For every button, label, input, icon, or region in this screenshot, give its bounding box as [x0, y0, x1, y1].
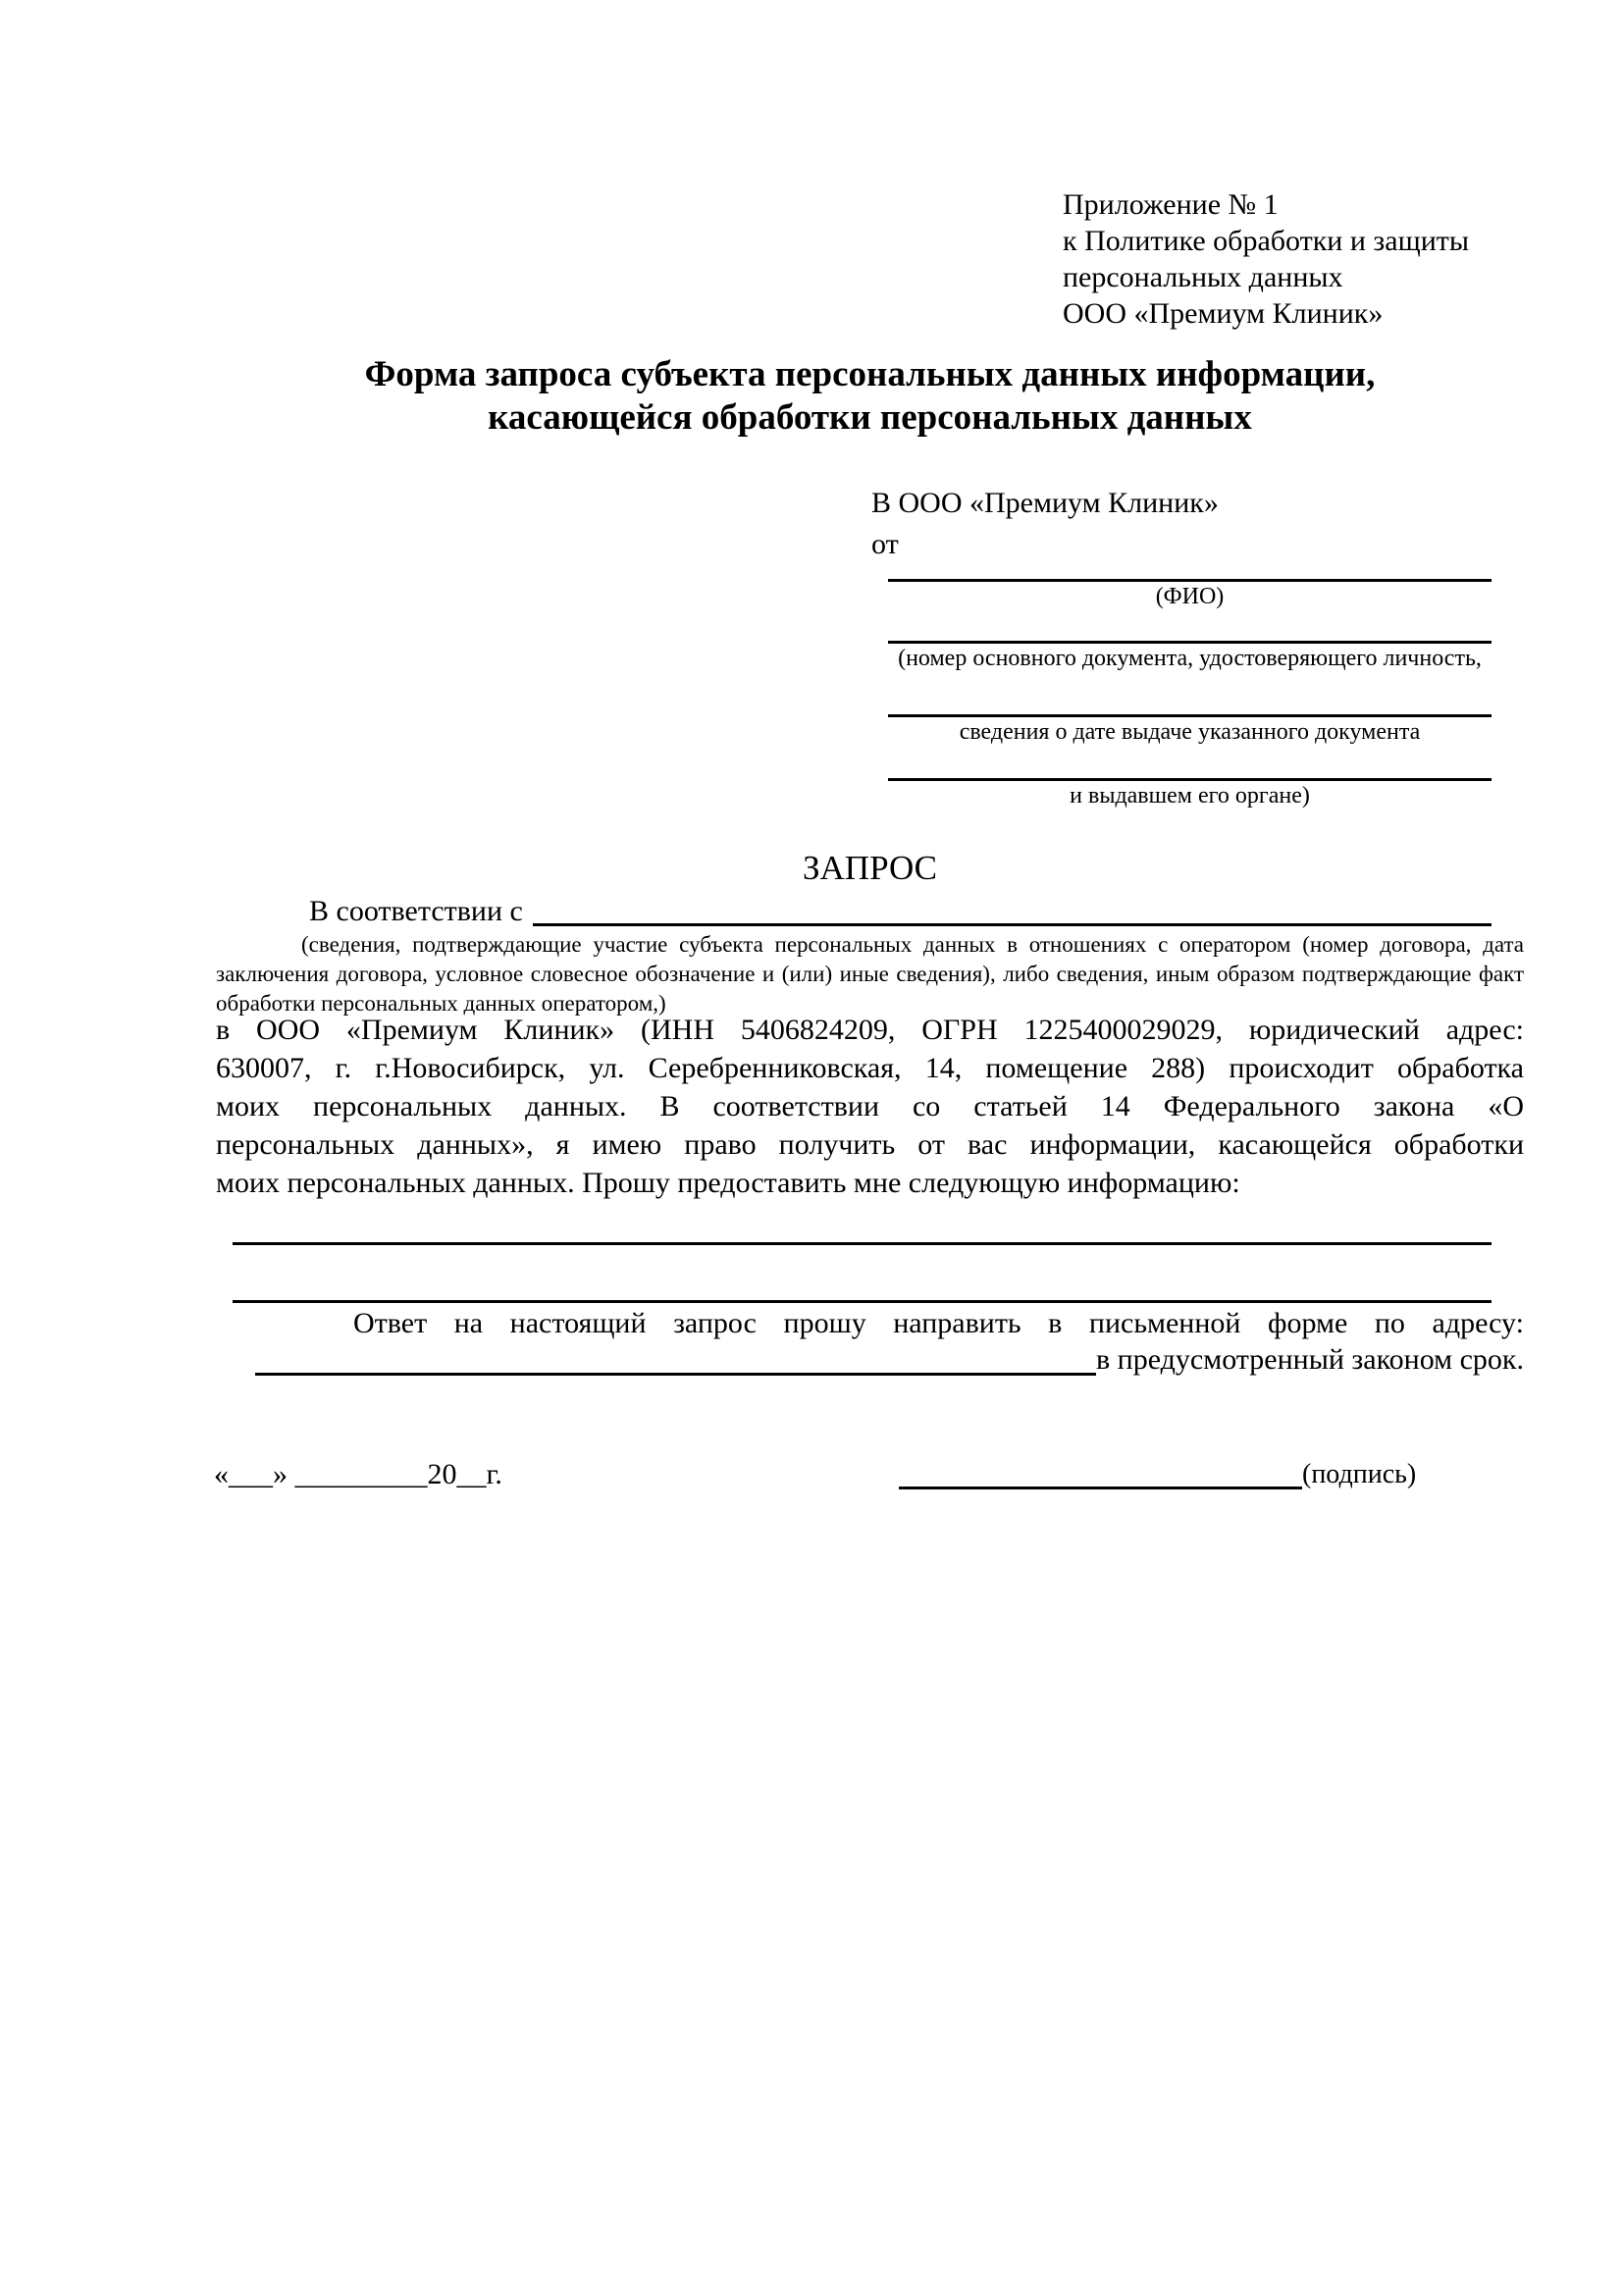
appendix-header-line: персональных данных — [1063, 261, 1343, 293]
issue-date-caption: сведения о дате выдаче указанного документа — [959, 719, 1421, 745]
address-blank-line — [255, 1341, 1096, 1376]
addressee-block — [871, 483, 1492, 810]
intro-note — [216, 930, 1524, 1018]
intro-note-line: (сведения, подтверждающие участие субъекта персональных данных в отношениях с оператором (номер договора, дата — [301, 932, 1524, 957]
intro-prefix: В соответствии с — [309, 895, 523, 927]
body-paragraph — [216, 1011, 1524, 1202]
appendix-header — [1063, 186, 1469, 332]
appendix-header-line: ООО «Премиум Клиник» — [1063, 297, 1384, 330]
basis-blank-line — [533, 893, 1492, 926]
body-line: персональных данных», я имею право получить от вас информации, касающейся обработки — [216, 1128, 1524, 1161]
fio-caption: (ФИО) — [1155, 584, 1225, 609]
signature-area — [899, 1460, 1416, 1489]
body-line: моих персональных данных. Прошу предоставить мне следующую информацию: — [216, 1167, 1240, 1199]
intro-note-line: обработки персональных данных оператором,) — [216, 991, 666, 1016]
intro-line — [216, 896, 1524, 926]
issuing-authority-caption: и выдавшем его органе) — [1070, 783, 1310, 809]
document-title — [216, 353, 1524, 440]
date-blank: «___» _________20__г. — [214, 1458, 502, 1490]
signature-blank-line — [899, 1457, 1302, 1489]
reply-suffix: в предусмотренный законом срок. — [1096, 1343, 1524, 1376]
info-blank-line-1 — [233, 1242, 1492, 1245]
intro-note-line: заключения договора, условное словесное обозначение и (или) иные сведения), либо сведения, иным образом подтверждающие факт — [216, 962, 1524, 986]
body-line: 630007, г. г.Новосибирск, ул. Серебренниковская, 14, помещение 288) происходит обработка — [216, 1052, 1524, 1084]
info-blank-line-2 — [233, 1300, 1492, 1303]
document-number-caption: (номер основного документа, удостоверяющего личность, — [898, 646, 1482, 671]
body-line: в ООО «Премиум Клиник» (ИНН 5406824209, ОГРН 1225400029029, юридический адрес: — [216, 1014, 1524, 1046]
request-heading: ЗАПРОС — [802, 849, 938, 887]
reply-address-line — [255, 1344, 1524, 1376]
addressee-from-label: от — [871, 528, 899, 560]
addressee-to: В ООО «Премиум Клиник» — [871, 487, 1219, 519]
signature-caption: (подпись) — [1302, 1459, 1417, 1489]
appendix-header-line: к Политике обработки и защиты — [1063, 225, 1470, 257]
appendix-header-line: Приложение № 1 — [1063, 188, 1279, 221]
reply-sentence: Ответ на настоящий запрос прошу направить в письменной форме по адресу: — [353, 1307, 1524, 1339]
document-title-line: Форма запроса субъекта персональных данных информации, — [364, 354, 1376, 394]
body-line: моих персональных данных. В соответствии со статьей 14 Федерального закона «О — [216, 1090, 1524, 1122]
document-title-line: касающейся обработки персональных данных — [488, 397, 1252, 438]
